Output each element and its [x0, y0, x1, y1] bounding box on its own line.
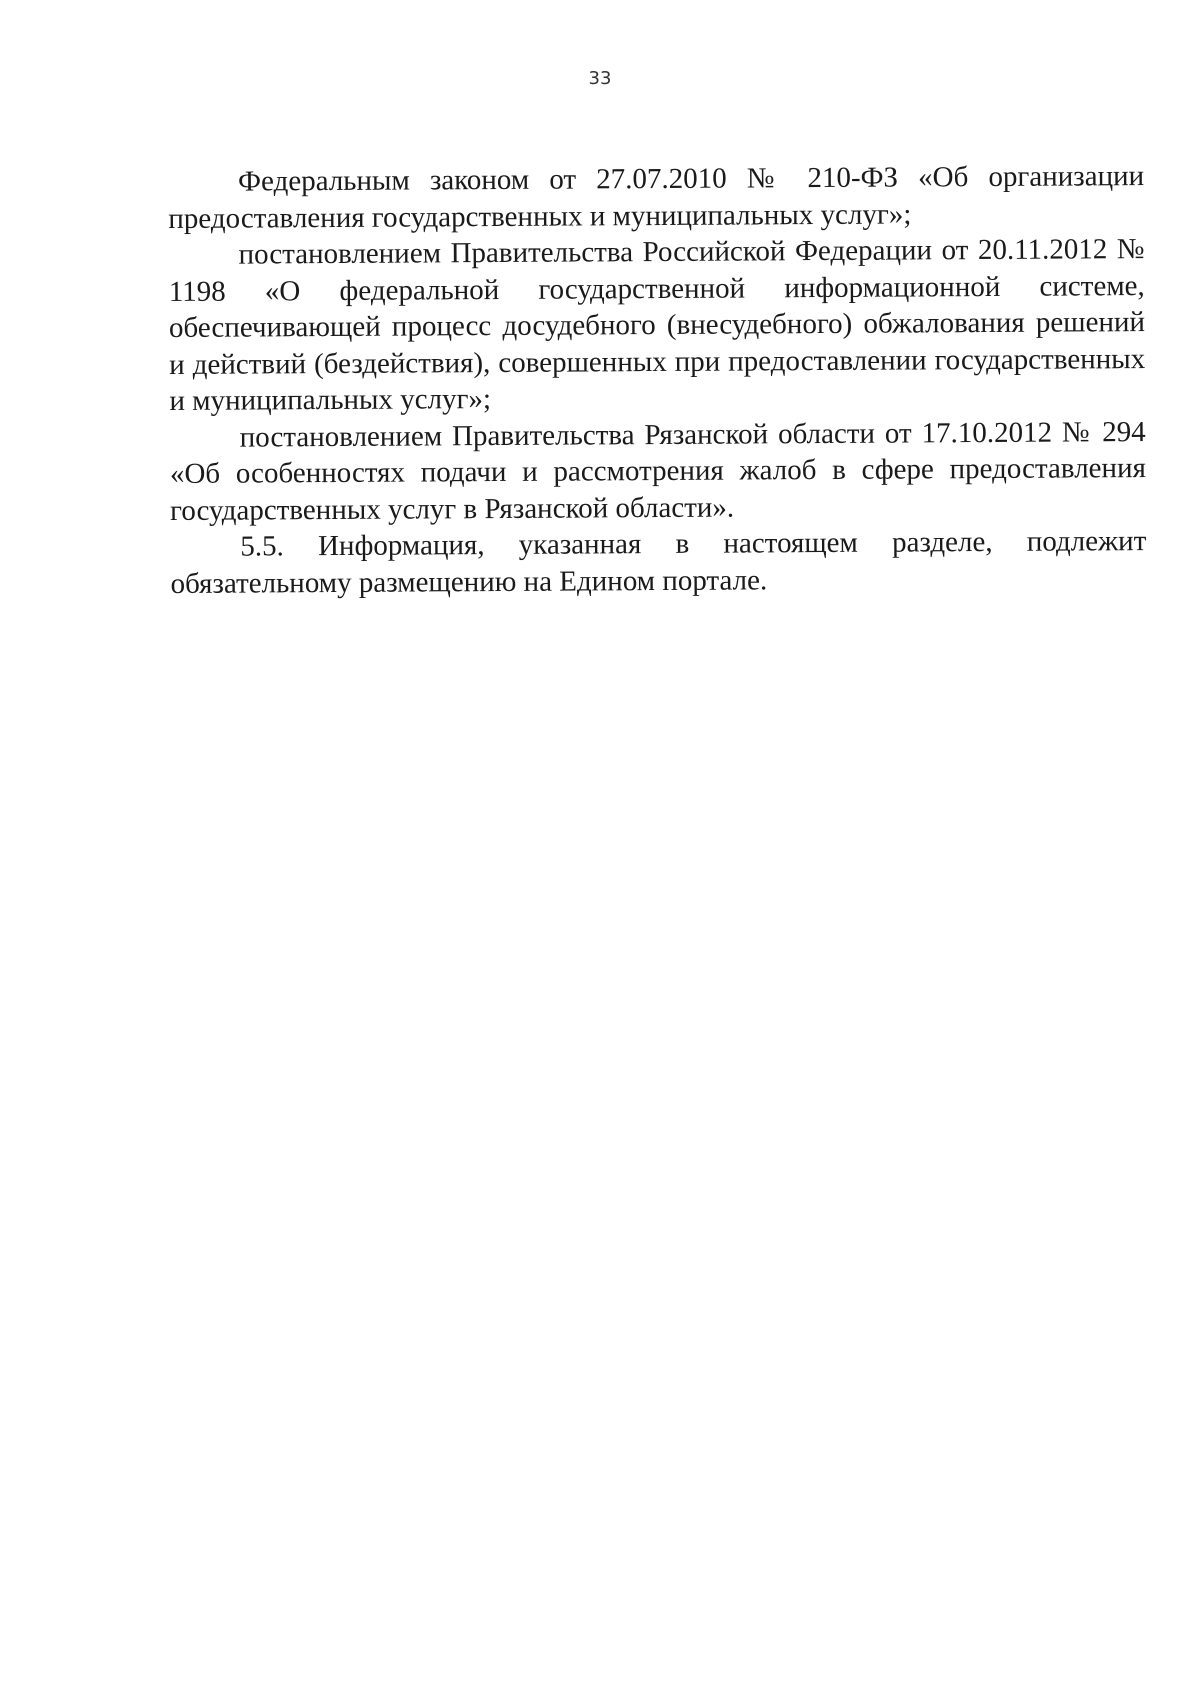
paragraph-government-decree-1198: постановлением Правительства Российской Федерации от 20.11.2012 № 1198 «О федеральной государственной информационной системе, обеспечивающей процесс досудебного (внесудебного) обжалования решений и действий (бездействия), совершенных при предоставлении государственных и муниципальных услуг»;: [168, 233, 1146, 417]
document-body: [168, 158, 1147, 602]
paragraph-federal-law: Федеральным законом от 27.07.2010 № 210-ФЗ «Об организации предоставления государственных и муниципальных услуг»;: [168, 160, 1145, 235]
page-number: 33: [588, 68, 612, 89]
paragraph-ryazan-decree-294: постановлением Правительства Рязанской области от 17.10.2012 № 294 «Об особенностях подачи и рассмотрения жалоб в сфере предоставления государственных услуг в Рязанской области».: [169, 415, 1146, 527]
paragraph-5-5: 5.5. Информация, указанная в настоящем разделе, подлежит обязательному размещению на Едином портале.: [170, 525, 1147, 600]
